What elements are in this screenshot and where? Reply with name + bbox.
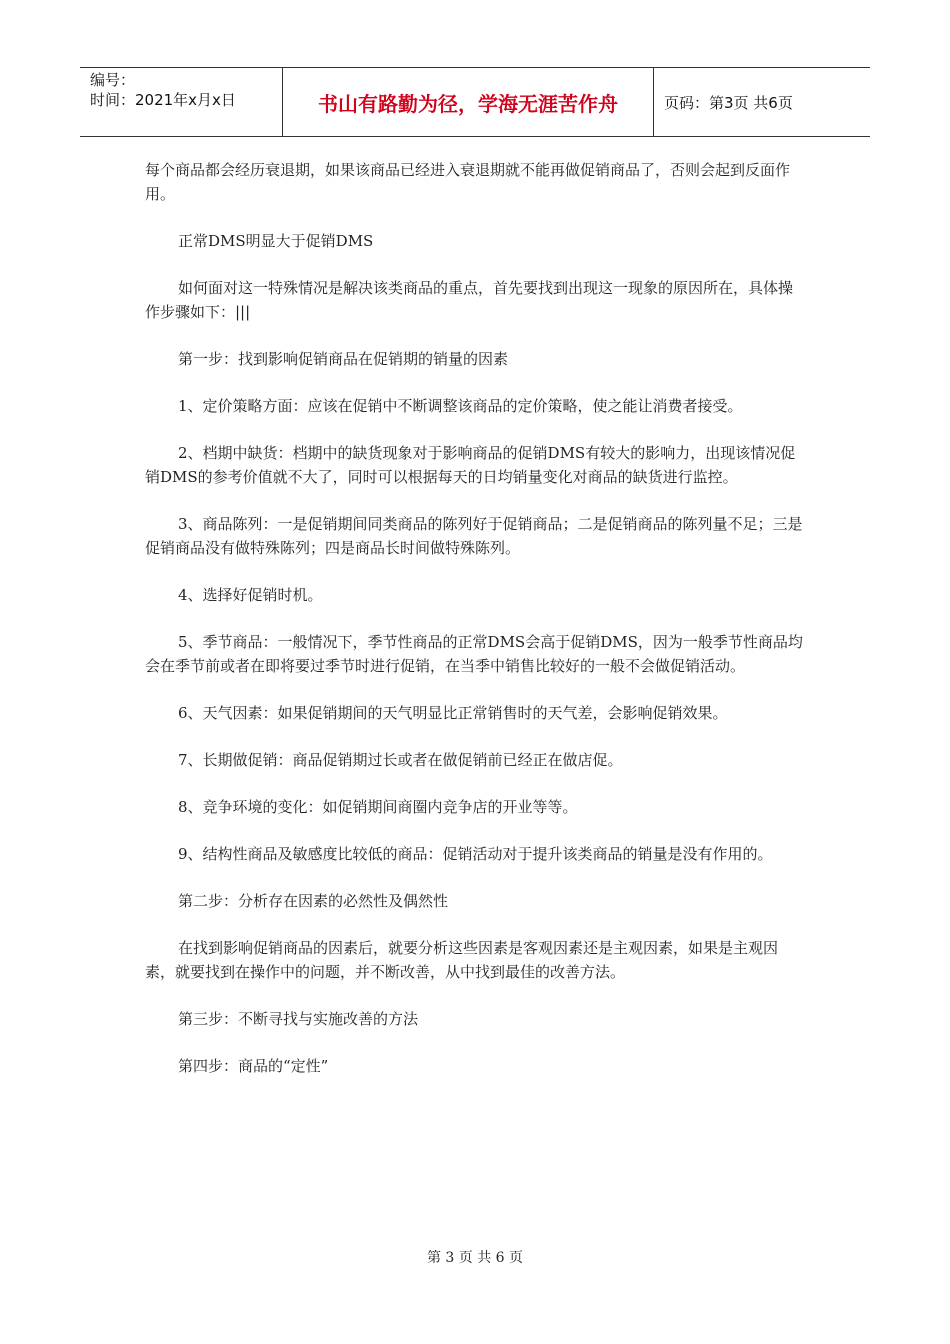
list-item: 1、定价策略方面：应该在促销中不断调整该商品的定价策略，使之能让消费者接受。 [178, 397, 743, 415]
section-heading: 正常DMS明显大于促销DMS [178, 232, 374, 250]
document-date: 时间：2021年x月x日 [90, 91, 236, 109]
paragraph: 在找到影响促销商品的因素后，就要分析这些因素是客观因素还是主观因素，如果是主观因素，就要找到在操作中的问题，并不断改善，从中找到最佳的改善方法。 [145, 939, 779, 981]
step-heading: 第一步：找到影响促销商品在促销期的销量的因素 [178, 350, 509, 368]
list-item: 6、天气因素：如果促销期间的天气明显比正常销售时的天气差，会影响促销效果。 [178, 704, 728, 722]
list-item: 2、档期中缺货：档期中的缺货现象对于影响商品的促销DMS有较大的影响力，出现该情况促销DMS的参考价值就不大了，同时可以根据每天的日均销量变化对商品的缺货进行监控。 [145, 444, 796, 486]
list-item: 8、竞争环境的变化：如促销期间商圈内竞争店的开业等等。 [178, 798, 578, 816]
list-item: 7、长期做促销：商品促销期过长或者在做促销前已经正在做店促。 [178, 751, 623, 769]
header-meta [80, 68, 282, 136]
paragraph: 每个商品都会经历衰退期，如果该商品已经进入衰退期就不能再做促销商品了，否则会起到反面作用。 [145, 161, 791, 203]
header-page-info: 页码：第3页 共6页 [664, 93, 793, 112]
list-item: 9、结构性商品及敏感度比较低的商品：促销活动对于提升该类商品的销量是没有作用的。 [178, 845, 773, 863]
step-heading: 第三步：不断寻找与实施改善的方法 [178, 1010, 419, 1028]
document-number-label: 编号： [90, 71, 136, 89]
list-item: 4、选择好促销时机。 [178, 586, 323, 604]
header-motto: 书山有路勤为径，学海无涯苦作舟 [282, 68, 654, 136]
page-header [80, 67, 870, 137]
document-body [145, 158, 805, 1101]
step-heading: 第二步：分析存在因素的必然性及偶然性 [178, 892, 449, 910]
step-heading: 第四步：商品的“定性” [178, 1057, 329, 1075]
paragraph: 如何面对这一特殊情况是解决该类商品的重点，首先要找到出现这一现象的原因所在，具体操作步骤如下：||| [145, 279, 794, 321]
page-footer: 第 3 页 共 6 页 [426, 1250, 524, 1266]
list-item: 5、季节商品：一般情况下，季节性商品的正常DMS会高于促销DMS，因为一般季节性商品均会在季节前或者在即将要过季节时进行促销，在当季中销售比较好的一般不会做促销活动。 [145, 633, 803, 675]
list-item: 3、商品陈列：一是促销期间同类商品的陈列好于促销商品；二是促销商品的陈列量不足；三是促销商品没有做特殊陈列；四是商品长时间做特殊陈列。 [145, 515, 803, 557]
